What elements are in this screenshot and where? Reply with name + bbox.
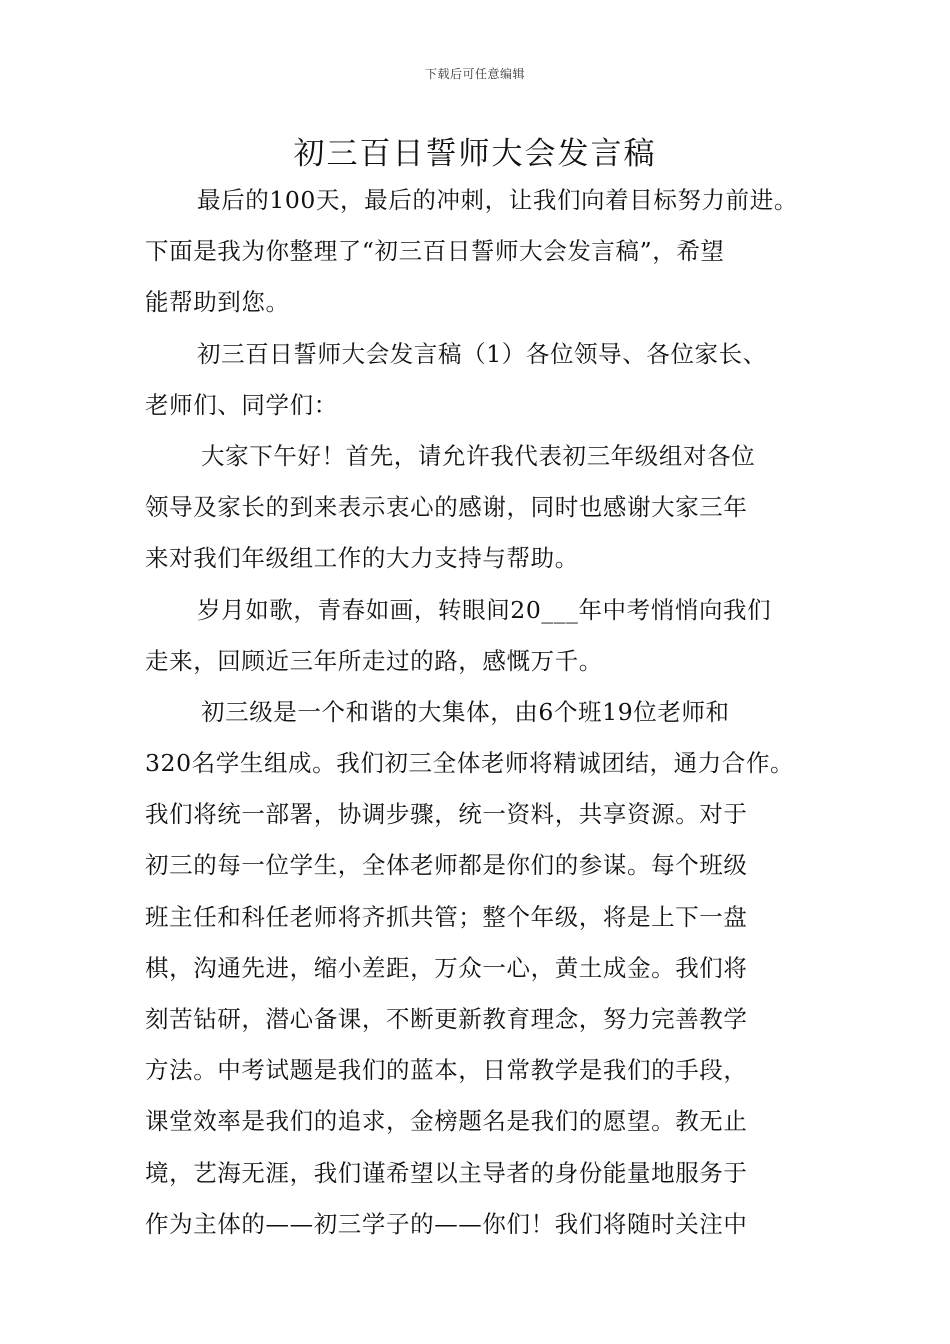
body-line: 初三百日誓师大会发言稿（1）各位领导、各位家长、 [197,339,767,368]
body-line: 320名学生组成。我们初三全体老师将精诚团结，通力合作。 [145,749,795,778]
body-line: 来对我们年级组工作的大力支持与帮助。 [145,544,579,573]
document-body [145,175,825,1250]
body-line: 班主任和科任老师将齐抓共管；整个年级，将是上下一盘 [145,902,748,931]
body-line: 我们将统一部署，协调步骤，统一资料，共享资源。对于 [145,800,748,829]
body-line: 大家下午好！首先，请允许我代表初三年级组对各位 [201,441,756,470]
body-line: 棋，沟通先进，缩小差距，万众一心，黄土成金。我们将 [145,953,748,982]
body-line: 初三的每一位学生，全体老师都是你们的参谋。每个班级 [145,851,748,880]
body-line: 岁月如歌，青春如画，转眼间20___年中考悄悄向我们 [197,595,772,624]
body-line: 老师们、同学们： [145,390,338,419]
body-line: 方法。中考试题是我们的蓝本，日常教学是我们的手段， [145,1056,748,1085]
body-line: 课堂效率是我们的追求，金榜题名是我们的愿望。教无止 [145,1107,748,1136]
document-title: 初三百日誓师大会发言稿 [293,136,657,172]
body-line: 下面是我为你整理了“初三百日誓师大会发言稿”，希望 [145,237,725,266]
body-line: 刻苦钻研，潜心备课，不断更新教育理念，努力完善教学 [145,1005,748,1033]
header-note: 下载后可任意编辑 [424,67,525,81]
body-line: 领导及家长的到来表示衷心的感谢，同时也感谢大家三年 [145,493,748,522]
body-line: 能帮助到您。 [145,288,290,317]
body-line: 走来，回顾近三年所走过的路，感慨万千。 [145,646,603,675]
body-line: 最后的100天，最后的冲刺，让我们向着目标努力前进。 [197,186,798,214]
body-line: 境，艺海无涯，我们谨希望以主导者的身份能量地服务于 [145,1158,748,1187]
body-line: 作为主体的——初三学子的——你们！我们将随时关注中 [145,1209,748,1238]
body-line: 初三级是一个和谐的大集体，由6个班19位老师和 [201,697,730,726]
